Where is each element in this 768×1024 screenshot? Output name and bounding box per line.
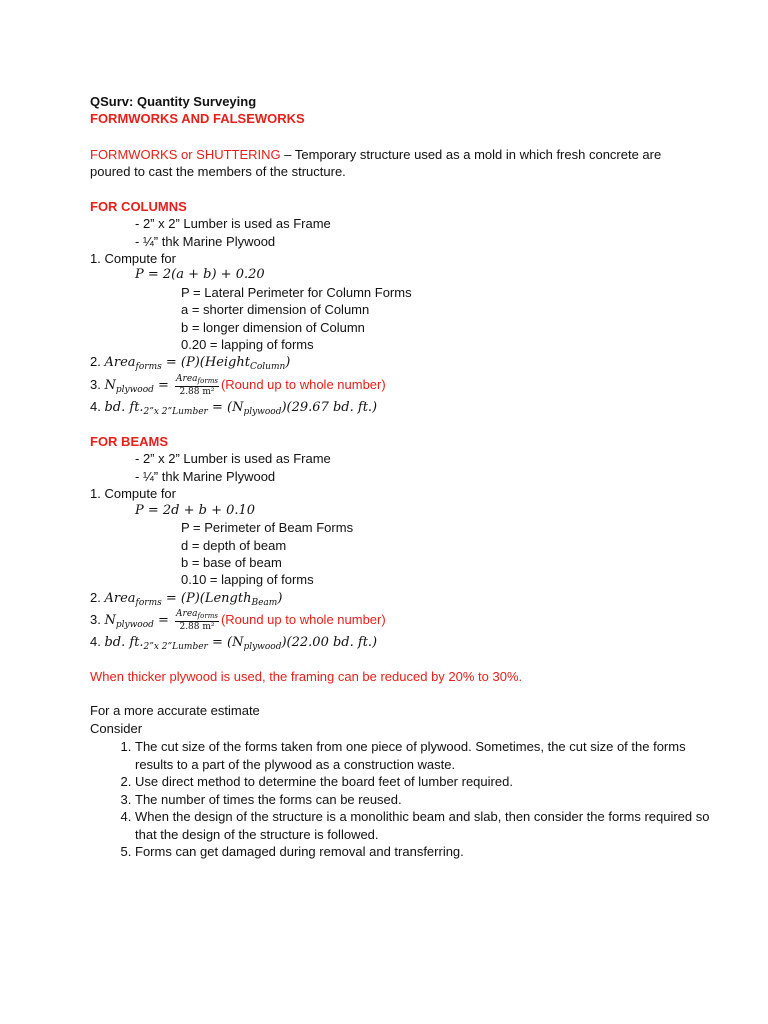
- columns-step-3: 3. $N_{plywood}$ = $\frac{Area_{forms}}{\text{2.88 m²}}$ (Round up to whole number): [90, 374, 386, 398]
- n-subscript: plywood: [115, 385, 154, 395]
- step-number: 4.: [90, 399, 105, 414]
- beams-step-3: 3. $N_{plywood}$ = $\frac{Area_{forms}}{\text{2.88 m²}}$ (Round up to whole number): [90, 609, 386, 633]
- beams-var-d: d = depth of beam: [181, 538, 287, 553]
- n-symbol: N: [104, 613, 116, 628]
- columns-material-1: - 2” x 2” Lumber is used as Frame: [135, 216, 331, 231]
- list-item: 2. Use direct method to determine the board feet of lumber required.: [135, 773, 715, 791]
- round-up-note: (Round up to whole number): [220, 612, 386, 627]
- bdft-symbol: bd. ft.: [104, 635, 144, 650]
- step-number: 2.: [90, 590, 105, 605]
- beams-heading: FOR BEAMS: [90, 434, 168, 449]
- course-title: QSurv: Quantity Surveying: [90, 94, 257, 109]
- definition-term: FORMWORKS or SHUTTERING: [90, 147, 281, 162]
- beams-step-1: 1. Compute for: [90, 486, 176, 501]
- bdft-equation: = (N: [207, 400, 244, 415]
- area-subscript: forms: [135, 598, 162, 608]
- fraction-numerator: Area: [176, 609, 198, 620]
- fraction-numerator: Area: [176, 374, 198, 385]
- step-number: 3.: [90, 612, 105, 627]
- bdft-subscript: 2”x 2”Lumber: [143, 407, 208, 417]
- columns-var-p: P = Lateral Perimeter for Column Forms: [181, 285, 412, 300]
- columns-step-4: [90, 398, 377, 421]
- round-up-note: (Round up to whole number): [220, 377, 386, 392]
- columns-formula-p: P = 2(a + b) + 0.20: [135, 267, 265, 282]
- beams-formula-p: P = 2d + b + 0.10: [135, 503, 256, 518]
- bdft-value: )(22.00 bd. ft.): [281, 635, 378, 650]
- fraction-numerator-subscript: forms: [197, 612, 218, 621]
- topic-title: FORMWORKS AND FALSEWORKS: [90, 111, 305, 126]
- columns-material-2: - ¼” thk Marine Plywood: [135, 234, 276, 249]
- list-item: 4. When the design of the structure is a monolithic beam and slab, then consider the forms required so that the design of the structure is followed.: [135, 808, 715, 843]
- beams-var-lap: 0.10 = lapping of forms: [181, 572, 314, 587]
- area-equation: = (P)(Length: [161, 591, 252, 606]
- n-symbol: N: [104, 378, 116, 393]
- plywood-fraction: [175, 374, 219, 397]
- beams-var-p: P = Perimeter of Beam Forms: [181, 520, 354, 535]
- fraction-numerator-subscript: forms: [197, 377, 218, 386]
- list-item: 3. The number of times the forms can be reused.: [135, 791, 715, 809]
- definition-text-2: poured to cast the members of the structure.: [90, 164, 346, 179]
- beams-material-2: - ¼” thk Marine Plywood: [135, 469, 276, 484]
- plywood-note: When thicker plywood is used, the framing can be reduced by 20% to 30%.: [90, 669, 523, 684]
- bdft-eq-subscript: plywood: [243, 642, 282, 652]
- accurate-intro: For a more accurate estimate: [90, 703, 260, 718]
- bdft-eq-subscript: plywood: [243, 407, 282, 417]
- definition-line-1: [90, 146, 661, 163]
- columns-var-b: b = longer dimension of Column: [181, 320, 365, 335]
- beams-step-4: [90, 633, 377, 656]
- beams-var-b: b = base of beam: [181, 555, 282, 570]
- step-number: 2.: [90, 354, 105, 369]
- definition-text-1: – Temporary structure used as a mold in which fresh concrete are: [280, 147, 662, 162]
- columns-heading: FOR COLUMNS: [90, 199, 187, 214]
- area-subscript: forms: [135, 362, 162, 372]
- area-symbol: Area: [104, 591, 136, 606]
- list-item: 1. The cut size of the forms taken from one piece of plywood. Sometimes, the cut size of the forms results to a part of the plywood as a construction waste.: [135, 738, 715, 773]
- consider-label: Consider: [90, 721, 143, 736]
- bdft-symbol: bd. ft.: [104, 400, 144, 415]
- bdft-value: )(29.67 bd. ft.): [281, 400, 378, 415]
- bdft-equation: = (N: [207, 635, 244, 650]
- consider-list: [90, 738, 715, 861]
- area-equation: = (P)(Height: [161, 355, 250, 370]
- columns-step-1: 1. Compute for: [90, 251, 176, 266]
- step-number: 3.: [90, 377, 105, 392]
- fraction-denominator: 2.88 m²: [179, 622, 215, 633]
- beams-material-1: - 2” x 2” Lumber is used as Frame: [135, 451, 331, 466]
- height-subscript: Column: [249, 362, 286, 372]
- step-number: 4.: [90, 634, 105, 649]
- area-symbol: Area: [104, 355, 136, 370]
- columns-var-a: a = shorter dimension of Column: [181, 302, 370, 317]
- columns-var-lap: 0.20 = lapping of forms: [181, 337, 314, 352]
- length-subscript: Beam: [251, 598, 278, 608]
- columns-step-2: 2. Area$_{forms}$ = (P)(Height$_{Column}$): [90, 354, 291, 372]
- fraction-denominator: 2.88 m²: [179, 387, 215, 398]
- n-subscript: plywood: [115, 620, 154, 630]
- list-item: 5. Forms can get damaged during removal and transferring.: [135, 843, 715, 861]
- plywood-fraction: [175, 609, 219, 632]
- bdft-subscript: 2”x 2”Lumber: [143, 642, 208, 652]
- beams-step-2: 2. Area$_{forms}$ = (P)(Length$_{Beam}$): [90, 590, 283, 608]
